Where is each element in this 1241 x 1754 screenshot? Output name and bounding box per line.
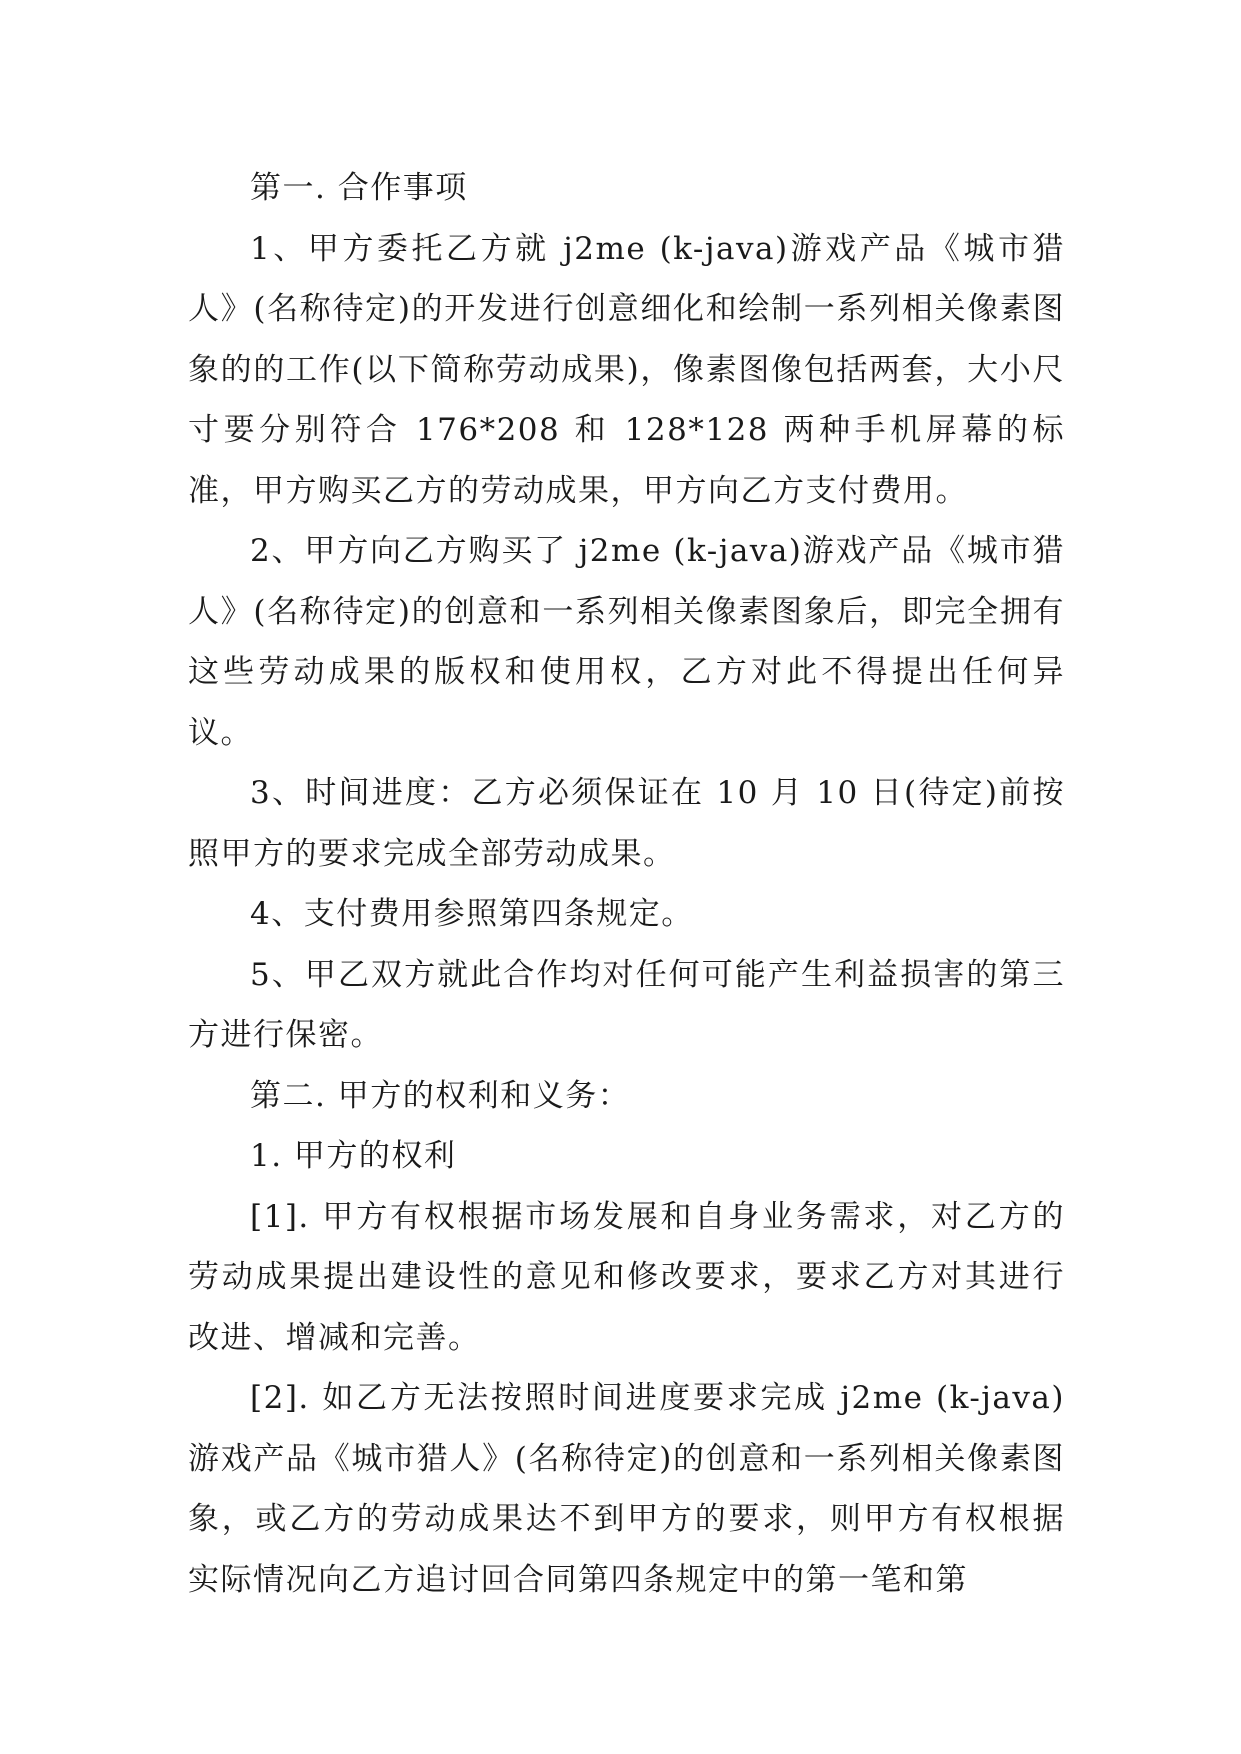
paragraph-right-2: [2]. 如乙方无法按照时间进度要求完成 j2me (k-java)游戏产品《城市猎人》(名称待定)的创意和一系列相关像素图象，或乙方的劳动成果达不到甲方的要求，则甲方有权根据实际情况向乙方追讨回合同第四条规定中的第一笔和第	[188, 1380, 1065, 1598]
paragraph-item-4: 4、支付费用参照第四条规定。	[250, 896, 694, 932]
paragraph-item-3: 3、时间进度：乙方必须保证在 10 月 10 日(待定)前按照甲方的要求完成全部劳动成果。	[188, 775, 1065, 872]
paragraph-item-5: 5、甲乙双方就此合作均对任何可能产生利益损害的第三方进行保密。	[188, 956, 1065, 1053]
paragraph-item-2: 2、甲方向乙方购买了 j2me (k-java)游戏产品《城市猎人》(名称待定)的创意和一系列相关像素图象后，即完全拥有这些劳动成果的版权和使用权，乙方对此不得提出任何异议。	[188, 533, 1065, 751]
section-heading-cooperation: 第一. 合作事项	[250, 170, 468, 206]
subheading-party-a-rights: 1. 甲方的权利	[250, 1138, 457, 1174]
document-page	[188, 158, 1065, 1610]
paragraph-right-1: [1]. 甲方有权根据市场发展和自身业务需求，对乙方的劳动成果提出建设性的意见和修改要求，要求乙方对其进行改进、增减和完善。	[188, 1198, 1065, 1356]
section-heading-party-a: 第二. 甲方的权利和义务：	[250, 1077, 631, 1114]
paragraph-item-1: 1、甲方委托乙方就 j2me (k-java)游戏产品《城市猎人》(名称待定)的开发进行创意细化和绘制一系列相关像素图象的的工作(以下简称劳动成果)，像素图像包括两套，大小尺寸要分别符合 176*208 和 128*128 两种手机屏幕的标准，甲方购买乙方的劳动成果，甲方向乙方支付费用。	[188, 230, 1065, 509]
